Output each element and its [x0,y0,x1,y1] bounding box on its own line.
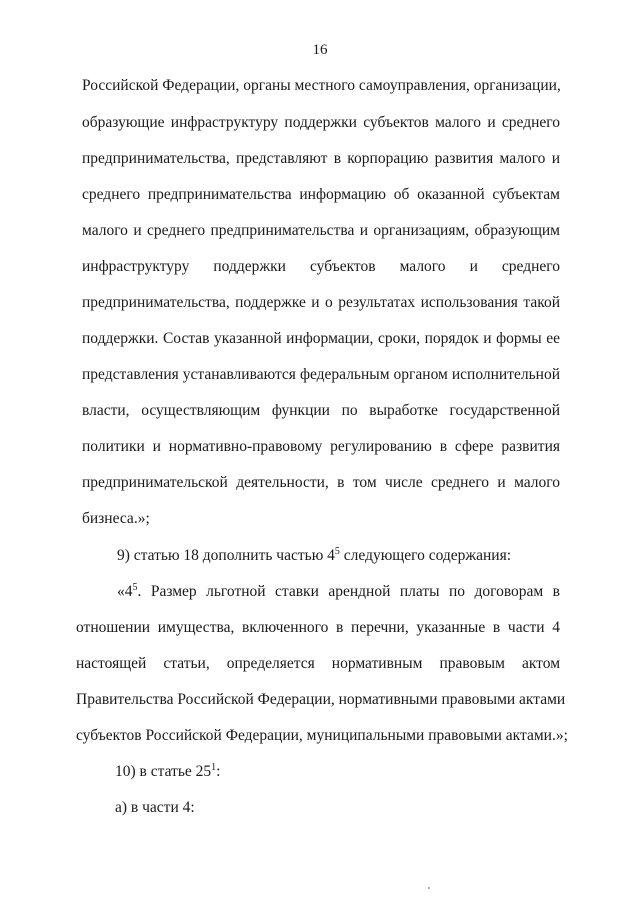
page-number: 16 [312,42,328,58]
item-text: 9) статью 18 дополнить частью 4 [117,547,335,564]
paragraph-line: инфраструктуру поддержки субъектов малого и среднего [82,258,560,275]
paragraph-line: Российской Федерации, органы местного самоуправления, организации, [82,77,561,94]
superscript: 5 [132,582,138,593]
quote-line: субъектов Российской Федерации, муниципальными правовыми актами.»; [76,727,568,744]
paragraph-line: бизнеса.»; [82,510,150,527]
superscript: 1 [211,762,217,773]
quote-first-line [117,582,560,602]
paragraph-line: поддержки. Состав указанной информации, сроки, порядок и формы ее [82,330,560,347]
item-text: 10) в статье 25 [115,763,212,780]
paragraph-line: власти, осуществляющим функции по выработке государственной [82,402,560,419]
scan-speck [428,887,430,889]
quote-line: настоящей статьи, определяется нормативным правовым актом [76,655,560,672]
quote-text: . Размер льготной ставки арендной платы по договорам в [137,583,560,600]
paragraph-line: образующие инфраструктуру поддержки субъектов малого и среднего [82,114,560,131]
item-text: следующего содержания: [339,547,512,564]
list-item-9 [117,546,511,566]
paragraph-line: предпринимательской деятельности, в том числе среднего и малого [82,474,560,491]
paragraph-line: политики и нормативно-правовому регулированию в сфере развития [82,438,560,455]
quote-line: Правительства Российской Федерации, нормативными правовыми актами [76,691,566,708]
paragraph-line: малого и среднего предпринимательства и организациям, образующим [82,222,560,239]
quote-text: «4 [117,583,133,600]
list-item-10 [115,762,220,782]
item-text: : [216,763,221,780]
quote-line: отношении имущества, включенного в перечни, указанные в части 4 [76,619,560,636]
paragraph-line: представления устанавливаются федеральным органом исполнительной [82,366,560,383]
list-item-a: а) в части 4: [115,799,195,816]
superscript: 5 [334,546,340,557]
paragraph-line: предпринимательства, представляют в корпорацию развития малого и [82,150,560,167]
paragraph-line: среднего предпринимательства информацию об оказанной субъектам [82,186,560,203]
paragraph-line: предпринимательства, поддержке и о результатах использования такой [82,294,560,311]
